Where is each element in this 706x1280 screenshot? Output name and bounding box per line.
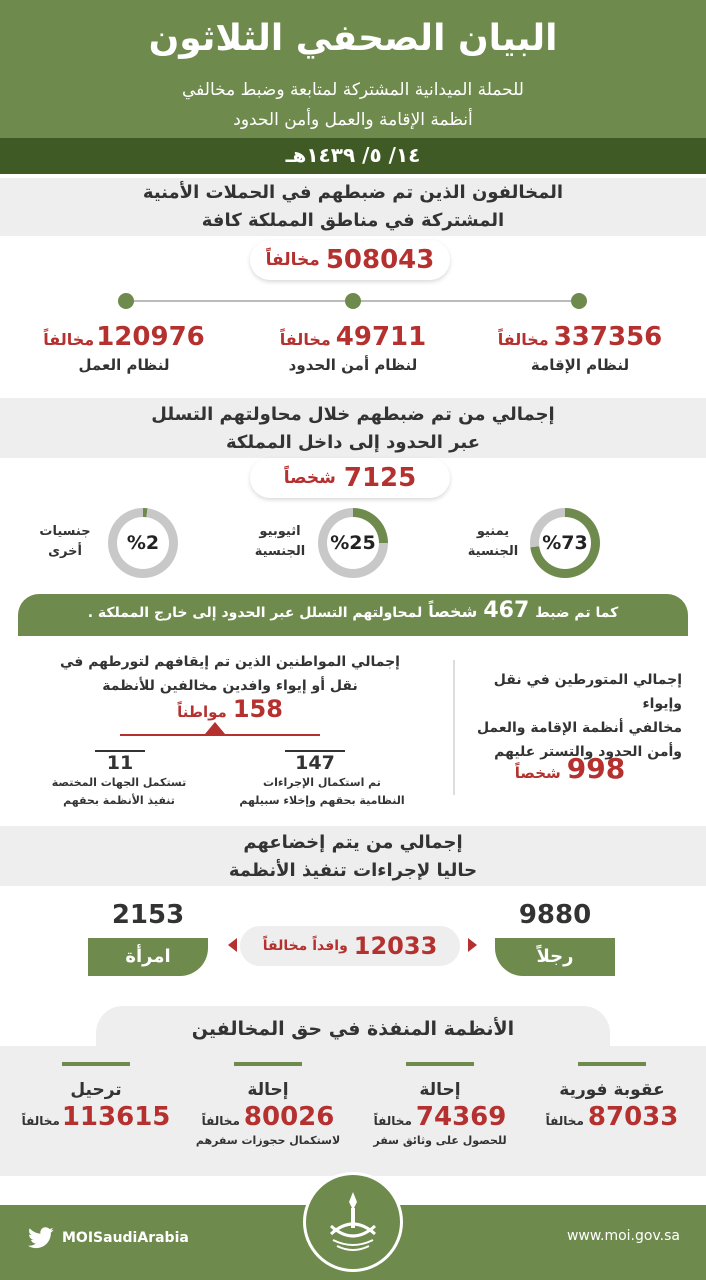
timeline-dot-center — [345, 293, 361, 309]
booking-number: 80026 — [243, 1102, 335, 1132]
men-label: رجلاً — [536, 946, 574, 967]
caught-item-border — [243, 322, 463, 374]
enforced-marker-3 — [234, 1062, 302, 1066]
ring-yemen-value: %73 — [539, 517, 591, 569]
involved-value — [480, 752, 660, 785]
residency-number: 337356 — [553, 322, 663, 352]
procedures-total-pill — [240, 926, 460, 966]
outbound-number: 467 — [483, 598, 530, 623]
outbound-suffix: لمحاولتهم التسلل عبر الحدود إلى خارج المملكة . — [87, 605, 423, 621]
page-title: البيان الصحفي الثلاثون — [148, 18, 558, 59]
involved-line3: وأمن الحدود والتستر عليهم — [494, 744, 682, 760]
enforced-marker-4 — [62, 1062, 130, 1066]
residency-label: لنظام الإقامة — [530, 356, 630, 374]
enforced-marker-1 — [578, 1062, 646, 1066]
infiltration-heading-line2: عبر الحدود إلى داخل المملكة — [225, 432, 480, 453]
docs-unit: مخالفاً — [373, 1114, 412, 1128]
border-number: 49711 — [335, 322, 427, 352]
immediate-title: عقوبة فورية — [559, 1080, 665, 1100]
enforced-item-booking — [182, 1080, 354, 1147]
branch-right-line1: تم استكمال الإجراءات — [263, 776, 381, 789]
ring-other — [108, 508, 178, 578]
ring-yemen-label — [458, 522, 528, 562]
procedures-heading-line1: إجمالي من يتم إخضاعهم — [243, 832, 463, 853]
enforced-item-immediate — [526, 1080, 698, 1132]
caught-heading-line2: المشتركة في مناطق المملكة كافة — [201, 210, 505, 231]
ring-yemen — [530, 508, 600, 578]
twitter-link[interactable] — [28, 1224, 189, 1252]
booking-note: لاستكمال حجوزات سفرهم — [195, 1134, 341, 1147]
booking-unit: مخالفاً — [201, 1114, 240, 1128]
ring-other-label-2: أخرى — [48, 544, 82, 559]
citizens-number: 158 — [232, 695, 283, 723]
ring-yemen-label-1: يمنيو — [476, 524, 510, 539]
website-link[interactable]: www.moi.gov.sa — [566, 1228, 680, 1244]
women-label-box — [88, 938, 208, 976]
booking-title: إحالة — [247, 1080, 289, 1100]
labor-unit: مخالفاً — [43, 330, 95, 349]
infiltration-total-pill — [250, 458, 450, 498]
docs-number: 74369 — [415, 1102, 507, 1132]
involved-line1: إجمالي المتورطين في نقل وإيواء — [493, 672, 682, 712]
twitter-handle: MOISaudiArabia — [62, 1230, 189, 1246]
procedures-total-number: 12033 — [353, 932, 438, 960]
subtitle-line1: للحملة الميدانية المشتركة لمتابعة وضبط مخالفي — [182, 80, 524, 100]
involved-line2: مخالفي أنظمة الإقامة والعمل — [476, 720, 682, 736]
citizens-line2: نقل أو إيواء وافدين مخالفين للأنظمة — [102, 678, 358, 694]
immediate-number: 87033 — [587, 1102, 679, 1132]
caught-total-unit: مخالفاً — [265, 250, 320, 270]
date-text: ١٤/ ٥/ ١٤٣٩هـ — [285, 143, 421, 167]
procedures-total-unit: وافداً مخالفاً — [262, 938, 348, 954]
docs-title: إحالة — [419, 1080, 461, 1100]
ring-yemen-label-2: الجنسية — [467, 544, 519, 559]
branch-right-text — [222, 774, 422, 810]
outbound-prefix: كما تم ضبط — [535, 605, 619, 621]
branch-right-number: 147 — [285, 750, 345, 774]
infiltration-heading-line1: إجمالي من تم ضبطهم خلال محاولتهم التسلل — [151, 404, 555, 425]
column-divider — [453, 660, 455, 795]
procedures-arrow-left — [228, 938, 237, 952]
caught-total-pill — [250, 240, 450, 280]
women-number: 2153 — [111, 900, 185, 930]
enforced-marker-2 — [406, 1062, 474, 1066]
border-label: لنظام أمن الحدود — [288, 356, 418, 374]
twitter-icon — [28, 1227, 54, 1249]
citizens-pointer — [205, 722, 225, 734]
branch-left-line2: تنفيذ الأنظمة بحقهم — [63, 794, 175, 807]
citizens-line1: إجمالي المواطنين الذين تم إيقافهم لتورطهم في — [60, 654, 400, 670]
procedures-arrow-right — [468, 938, 477, 952]
involved-text — [462, 668, 682, 764]
branch-left-number: 11 — [95, 750, 145, 774]
infiltration-total-unit: شخصاً — [283, 468, 336, 488]
caught-item-labor — [14, 322, 234, 374]
border-unit: مخالفاً — [279, 330, 331, 349]
citizens-value — [130, 695, 330, 723]
timeline-dot-left — [118, 293, 134, 309]
subtitle-line2: أنظمة الإقامة والعمل وأمن الحدود — [233, 110, 473, 130]
ring-ethiopia-label-2: الجنسية — [254, 544, 306, 559]
caught-total-number: 508043 — [325, 245, 435, 275]
outbound-unit: شخصاً — [428, 602, 478, 621]
ring-ethiopia — [318, 508, 388, 578]
ring-ethiopia-label — [245, 522, 315, 562]
immediate-unit: مخالفاً — [545, 1114, 584, 1128]
caught-heading-line1: المخالفون الذين تم ضبطهم في الحملات الأمنية — [142, 182, 564, 203]
docs-note: للحصول على وثائق سفر — [373, 1134, 507, 1147]
men-number: 9880 — [518, 900, 592, 930]
involved-number: 998 — [566, 752, 626, 785]
residency-unit: مخالفاً — [497, 330, 549, 349]
citizens-unit: مواطناً — [177, 703, 227, 721]
women-label: امرأة — [125, 946, 171, 967]
deport-title: ترحيل — [70, 1080, 122, 1100]
deport-number: 113615 — [61, 1102, 171, 1132]
ring-other-label-1: جنسيات — [39, 524, 91, 539]
ministry-emblem-icon — [323, 1188, 383, 1254]
citizens-branch-line — [120, 734, 320, 736]
branch-right-line2: النظامية بحقهم وإخلاء سبيلهم — [239, 794, 405, 807]
timeline-dot-right — [571, 293, 587, 309]
labor-number: 120976 — [96, 322, 205, 352]
outbound-text — [18, 598, 688, 634]
ring-ethiopia-label-1: اثيوبيو — [259, 524, 301, 539]
ring-ethiopia-value: %25 — [327, 517, 379, 569]
branch-left-line1: تستكمل الجهات المختصة — [51, 776, 187, 789]
citizens-text — [30, 650, 430, 698]
ring-other-value: %2 — [117, 517, 169, 569]
deport-unit: مخالفاً — [21, 1114, 60, 1128]
involved-unit: شخصاً — [514, 764, 561, 782]
infiltration-total-number: 7125 — [343, 463, 417, 493]
caught-item-residency — [470, 322, 690, 374]
men-label-box — [495, 938, 615, 976]
ring-other-label — [30, 522, 100, 562]
procedures-heading-line2: حاليا لإجراءات تنفيذ الأنظمة — [228, 860, 478, 881]
enforced-item-docs — [354, 1080, 526, 1147]
branch-left-text — [34, 774, 204, 810]
labor-label: لنظام العمل — [78, 356, 170, 374]
enforced-item-deport — [10, 1080, 182, 1132]
enforced-heading: الأنظمة المنفذة في حق المخالفين — [191, 1018, 515, 1040]
